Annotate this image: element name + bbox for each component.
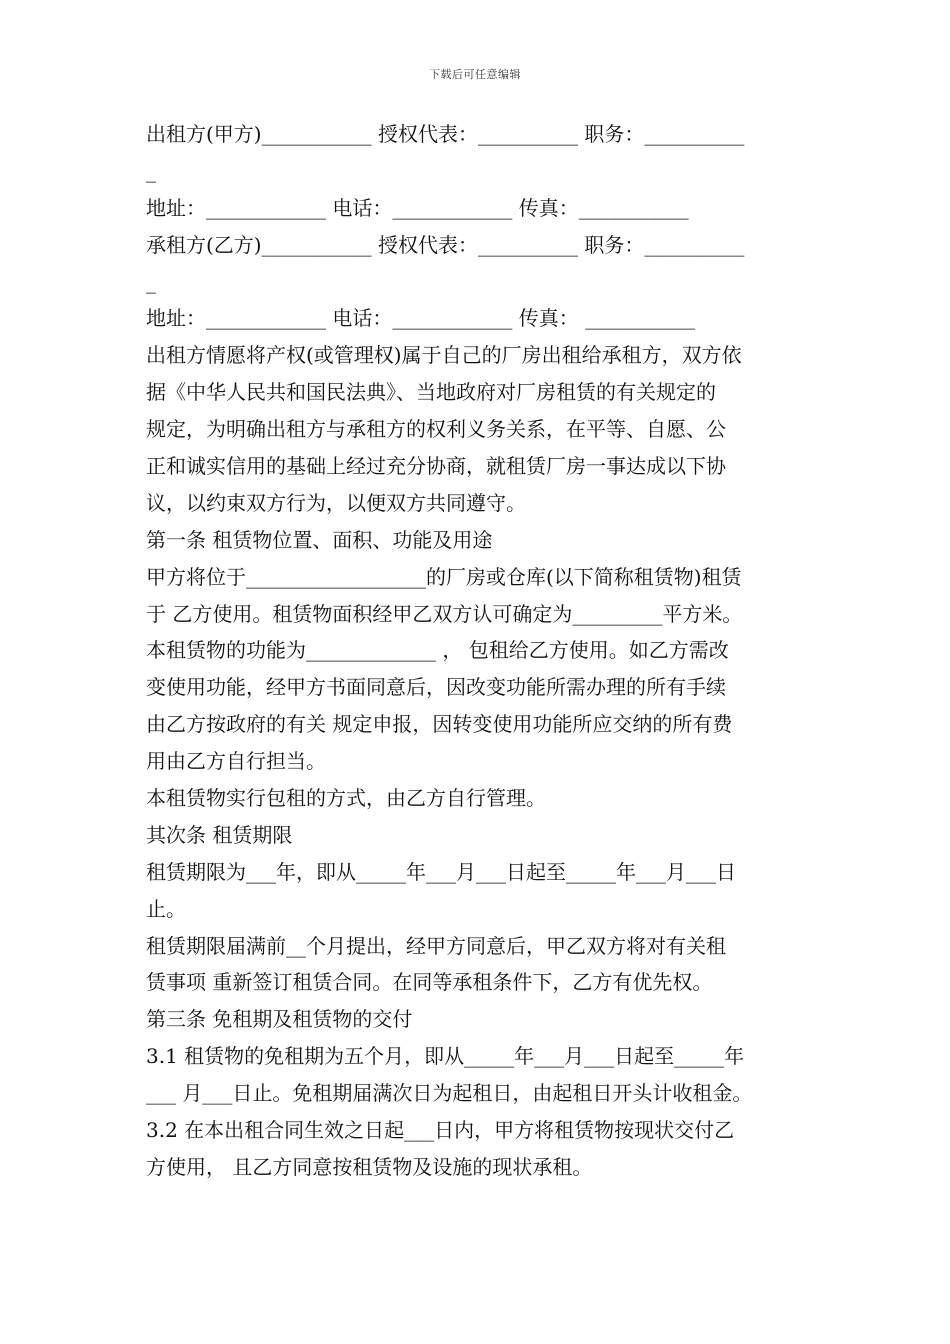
text-line: 本租赁物的功能为_____________ ， 包租给乙方使用。如乙方需改 <box>146 638 729 663</box>
page-header: 下载后可任意编辑 <box>429 68 521 81</box>
text-line: 甲方将位于__________________的厂房或仓库(以下简称租赁物)租赁 <box>146 564 742 589</box>
text-line: 方使用， 且乙方同意按租赁物及设施的现状承租。 <box>146 1154 593 1179</box>
text-line: 于 乙方使用。租赁物面积经甲乙双方认可确定为_________平方米。 <box>146 601 743 626</box>
text-line: 租赁期限为___年，即从_____年___月___日起至_____年___月___日 <box>146 859 736 884</box>
clause-3-1: 3.1 租赁物的免租期为五个月，即从_____年___月___日起至_____年 <box>146 1044 745 1069</box>
text-line: 由乙方按政府的有关 规定申报，因转变使用功能所应交纳的所有费 <box>146 712 733 737</box>
section-heading: 第一条 租赁物位置、面积、功能及用途 <box>146 527 493 552</box>
text-line: 地址：____________ 电话：____________ 传真：___________ <box>146 195 689 220</box>
text-line: 正和诚实信用的基础上经过充分协商，就租赁厂房一事达成以下协 <box>146 454 726 479</box>
text-line: 止。 <box>146 896 186 921</box>
text-line: 本租赁物实行包租的方式，由乙方自行管理。 <box>146 786 546 811</box>
text-line: 用由乙方自行担当。 <box>146 749 326 774</box>
section-heading: 其次条 租赁期限 <box>146 822 293 847</box>
text-line: 变使用功能，经甲方书面同意后，因改变功能所需办理的所有手续 <box>146 675 726 700</box>
text-line: 议，以约束双方行为，以便双方共同遵守。 <box>146 490 526 515</box>
text-line: 出租方情愿将产权(或管理权)属于自己的厂房出租给承租方，双方依 <box>146 343 742 368</box>
section-heading: 第三条 免租期及租赁物的交付 <box>146 1007 413 1032</box>
text-line: 出租方(甲方)___________ 授权代表：__________ 职务：__________ <box>146 122 745 146</box>
text-line: _ <box>146 269 156 294</box>
text-line: _ <box>146 158 156 183</box>
text-line: 规定，为明确出租方与承租方的权利义务关系，在平等、自愿、公 <box>146 417 726 442</box>
text-line: 地址：____________ 电话：____________ 传真： ___________ <box>146 306 696 331</box>
text-line: 据《中华人民共和国民法典》、当地政府对厂房租赁的有关规定的 <box>146 380 716 405</box>
contract-body <box>146 116 808 1186</box>
clause-3-2: 3.2 在本出租合同生效之日起___日内，甲方将租赁物按现状交付乙 <box>146 1118 735 1143</box>
text-line: ___ 月___日止。免租期届满次日为起租日，由起租日开头计收租金。 <box>146 1081 753 1106</box>
text-line: 租赁期限届满前__个月提出，经甲方同意后，甲乙双方将对有关租 <box>146 933 726 958</box>
text-line: 承租方(乙方)___________ 授权代表：__________ 职务：__________ <box>146 232 745 257</box>
text-line: 赁事项 重新签订租赁合同。在同等承租条件下，乙方有优先权。 <box>146 970 713 995</box>
